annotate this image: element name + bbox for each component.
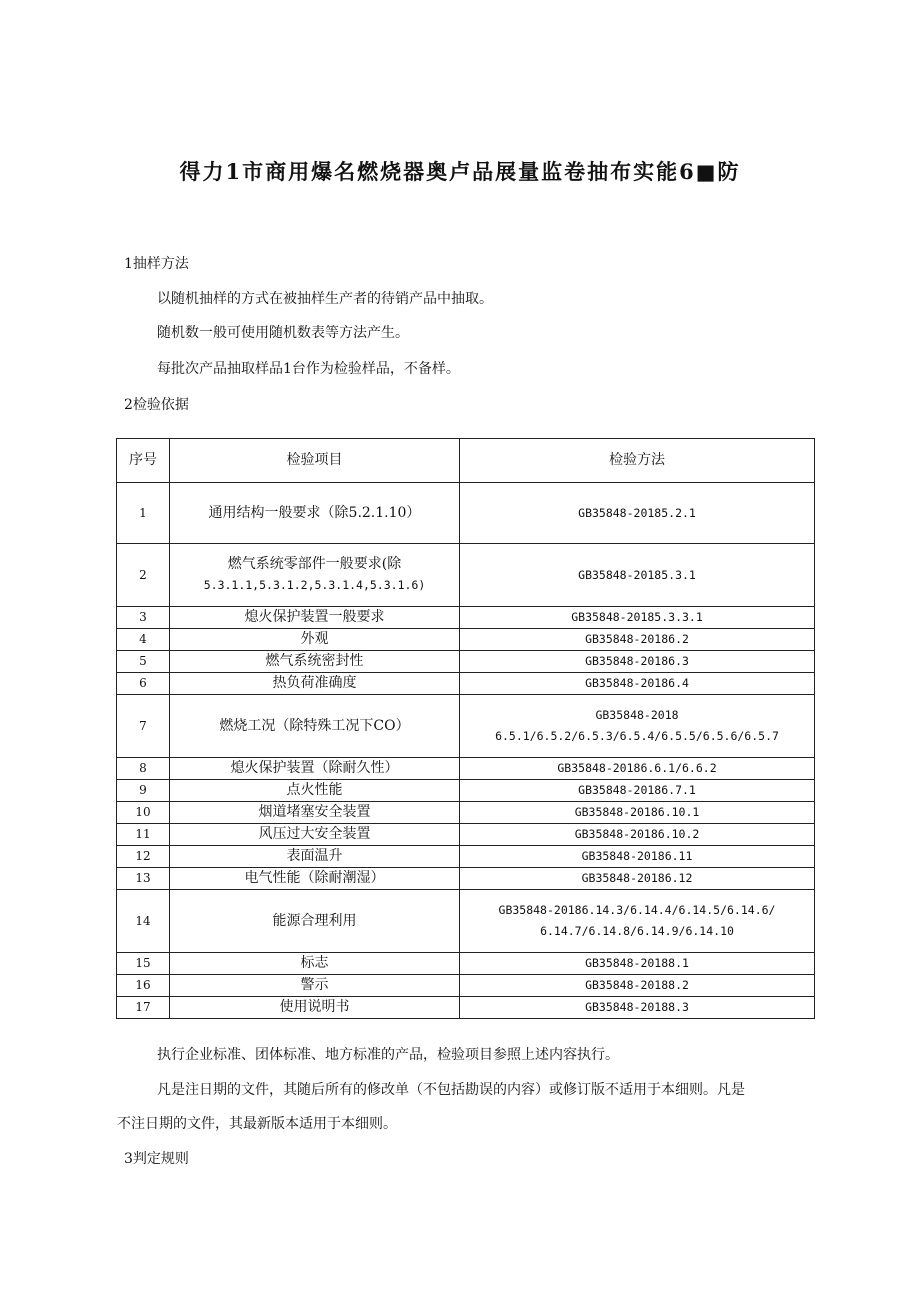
row-item: 烟道堵塞安全装置 — [170, 802, 460, 824]
row-no: 2 — [117, 544, 170, 607]
row-no: 14 — [117, 890, 170, 953]
table-row — [117, 846, 815, 868]
row-method: GB35848-20186.3 — [460, 651, 815, 673]
row-no: 11 — [117, 824, 170, 846]
row-item: 警示 — [170, 975, 460, 997]
row-item: 能源合理利用 — [170, 890, 460, 953]
row-item: 使用说明书 — [170, 997, 460, 1019]
row-item: 外观 — [170, 629, 460, 651]
row-item: 热负荷准确度 — [170, 673, 460, 695]
table-row — [117, 651, 815, 673]
table-row — [117, 824, 815, 846]
row-item: 通用结构一般要求（除5.2.1.10） — [170, 483, 460, 544]
row-item: 熄火保护装置一般要求 — [170, 607, 460, 629]
row-method: GB35848-20185.3.1 — [460, 544, 815, 607]
row-item — [170, 544, 460, 607]
table-header-row — [117, 439, 815, 483]
paragraph: 凡是注日期的文件，其随后所有的修改单（不包括勘误的内容）或修订版不适用于本细则。凡是 — [157, 1082, 745, 1098]
row-item-line1: 燃气系统零部件一般要求(除 — [227, 556, 402, 572]
row-method-line1: GB35848-20186.14.3/6.14.4/6.14.5/6.14.6/ — [498, 903, 776, 917]
table-row — [117, 802, 815, 824]
header-item: 检验项目 — [170, 439, 460, 483]
row-item: 电气性能（除耐潮湿） — [170, 868, 460, 890]
paragraph: 每批次产品抽取样品1台作为检验样品，不备样。 — [157, 361, 460, 377]
table-row — [117, 673, 815, 695]
row-no: 1 — [117, 483, 170, 544]
row-no: 12 — [117, 846, 170, 868]
row-no: 10 — [117, 802, 170, 824]
section-heading-basis: 2检验依据 — [124, 397, 189, 413]
paragraph: 以随机抽样的方式在被抽样生产者的待销产品中抽取。 — [157, 291, 493, 307]
table-row — [117, 758, 815, 780]
row-method-line2: 6.5.1/6.5.2/6.5.3/6.5.4/6.5.5/6.5.6/6.5.7 — [495, 729, 779, 743]
header-no: 序号 — [117, 439, 170, 483]
row-no: 15 — [117, 953, 170, 975]
row-method: GB35848-20186.10.2 — [460, 824, 815, 846]
row-item: 标志 — [170, 953, 460, 975]
row-item: 熄火保护装置（除耐久性） — [170, 758, 460, 780]
row-no: 4 — [117, 629, 170, 651]
row-method — [460, 695, 815, 758]
row-method-line1: GB35848-2018 — [595, 708, 679, 722]
row-item: 表面温升 — [170, 846, 460, 868]
table-row — [117, 483, 815, 544]
row-method: GB35848-20186.7.1 — [460, 780, 815, 802]
table-row — [117, 953, 815, 975]
document-title: 得力1市商用爆名燃烧器奥卢品展量监卷抽布实能6■防 — [179, 159, 741, 184]
row-method: GB35848-20186.4 — [460, 673, 815, 695]
row-method: GB35848-20188.2 — [460, 975, 815, 997]
row-no: 7 — [117, 695, 170, 758]
table-row — [117, 997, 815, 1019]
row-method: GB35848-20188.1 — [460, 953, 815, 975]
table-row — [117, 607, 815, 629]
paragraph-continued: 不注日期的文件，其最新版本适用于本细则。 — [117, 1116, 397, 1132]
row-no: 16 — [117, 975, 170, 997]
table-row — [117, 890, 815, 953]
row-no: 5 — [117, 651, 170, 673]
row-method: GB35848-20186.12 — [460, 868, 815, 890]
row-method — [460, 890, 815, 953]
row-method: GB35848-20186.10.1 — [460, 802, 815, 824]
row-method: GB35848-20186.11 — [460, 846, 815, 868]
paragraph: 随机数一般可使用随机数表等方法产生。 — [157, 325, 409, 341]
row-method: GB35848-20186.2 — [460, 629, 815, 651]
paragraph: 执行企业标准、团体标准、地方标准的产品，检验项目参照上述内容执行。 — [157, 1047, 619, 1063]
row-no: 9 — [117, 780, 170, 802]
row-method: GB35848-20185.2.1 — [460, 483, 815, 544]
table-row — [117, 868, 815, 890]
table-row — [117, 629, 815, 651]
row-no: 13 — [117, 868, 170, 890]
row-no: 3 — [117, 607, 170, 629]
row-method: GB35848-20186.6.1/6.6.2 — [460, 758, 815, 780]
row-item: 燃烧工况（除特殊工况下CO） — [170, 695, 460, 758]
row-item-line2: 5.3.1.1,5.3.1.2,5.3.1.4,5.3.1.6) — [203, 578, 426, 592]
inspection-table — [116, 438, 815, 1019]
row-no: 6 — [117, 673, 170, 695]
row-no: 17 — [117, 997, 170, 1019]
row-method-line2: 6.14.7/6.14.8/6.14.9/6.14.10 — [540, 924, 734, 938]
table-row — [117, 975, 815, 997]
row-item: 燃气系统密封性 — [170, 651, 460, 673]
row-no: 8 — [117, 758, 170, 780]
header-method: 检验方法 — [460, 439, 815, 483]
table-row — [117, 695, 815, 758]
row-method: GB35848-20188.3 — [460, 997, 815, 1019]
row-item: 点火性能 — [170, 780, 460, 802]
table-row — [117, 780, 815, 802]
table-row — [117, 544, 815, 607]
section-heading-judgement: 3判定规则 — [124, 1151, 189, 1167]
row-method: GB35848-20185.3.3.1 — [460, 607, 815, 629]
section-heading-sampling: 1抽样方法 — [124, 256, 189, 272]
row-item: 风压过大安全装置 — [170, 824, 460, 846]
